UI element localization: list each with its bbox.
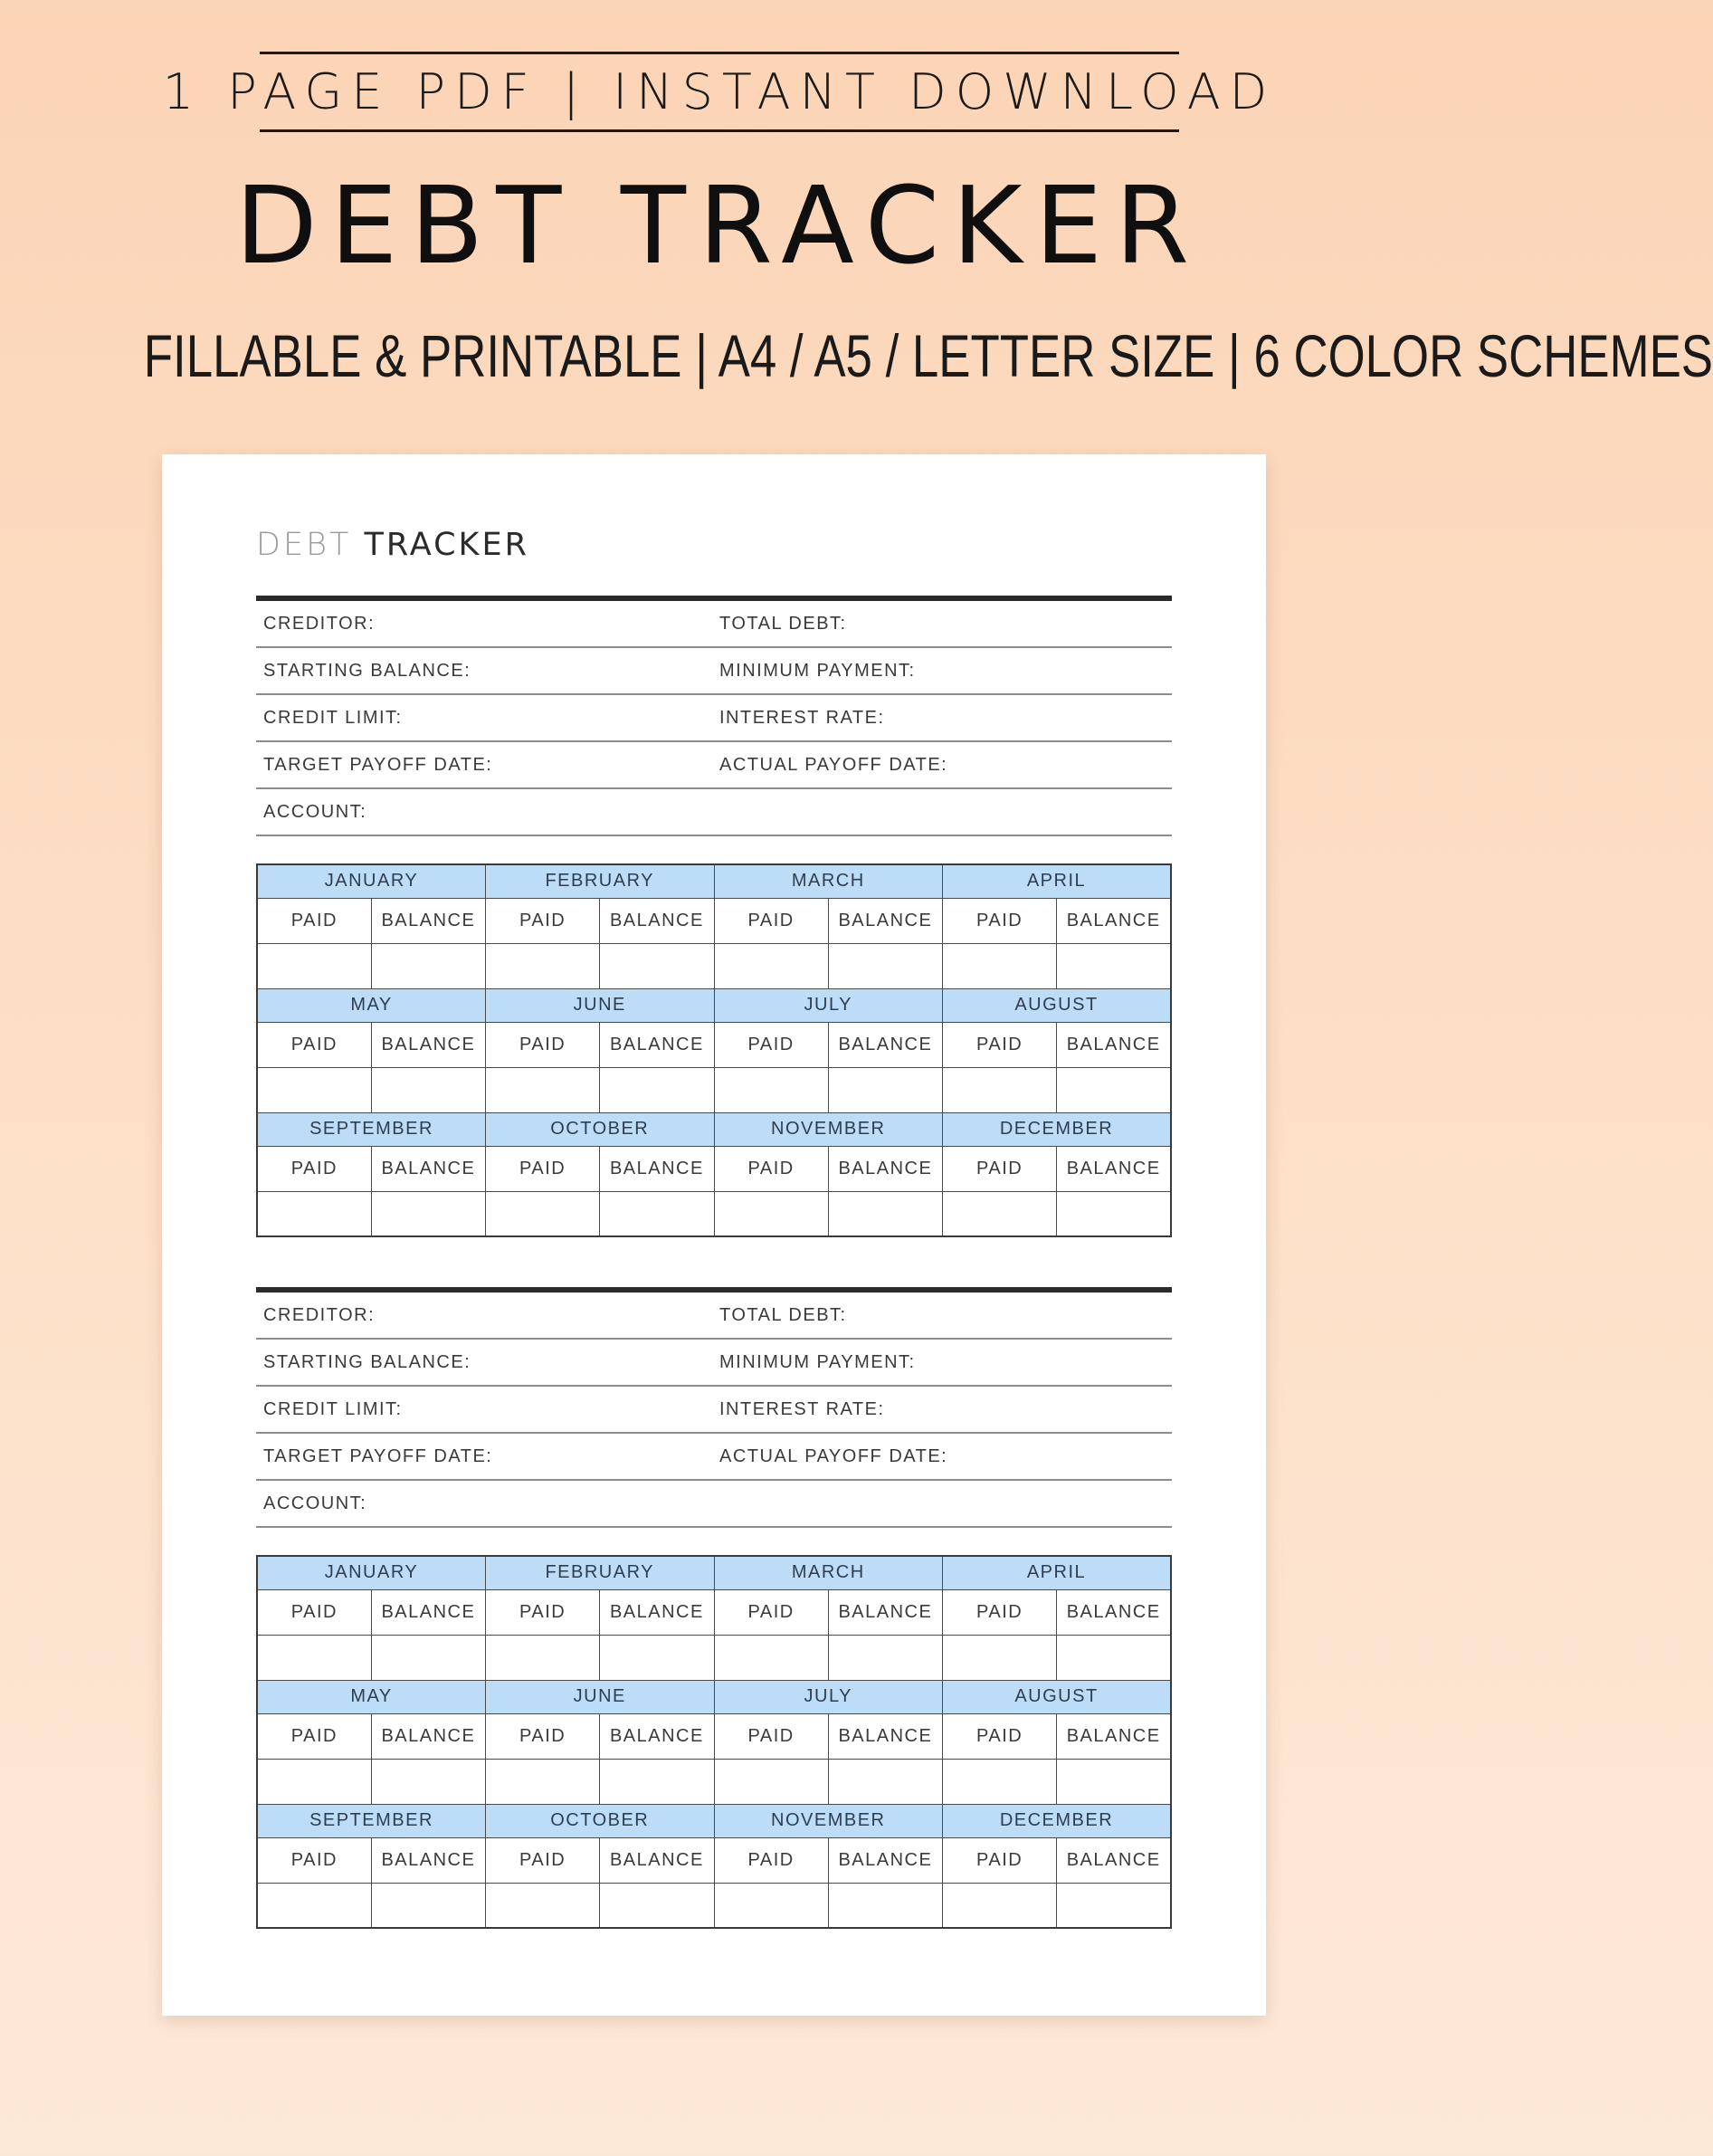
balance-column-header: BALANCE [600, 1022, 714, 1067]
paid-column-header: PAID [714, 1589, 828, 1635]
info-row [256, 1293, 1172, 1340]
debt-info-2 [256, 1287, 1172, 1528]
month-label: MARCH [714, 1556, 943, 1589]
paid-column-header: PAID [486, 1713, 600, 1759]
paid-entry-cell[interactable] [257, 1067, 371, 1112]
paid-column-header: PAID [257, 1713, 371, 1759]
month-label: AUGUST [943, 1680, 1172, 1713]
balance-column-header: BALANCE [600, 1837, 714, 1883]
info-row [256, 1387, 1172, 1434]
month-label: NOVEMBER [714, 1112, 943, 1146]
balance-entry-cell[interactable] [1057, 1067, 1171, 1112]
column-header-row [257, 898, 1171, 943]
credit-limit-field[interactable]: CREDIT LIMIT: [263, 707, 403, 728]
paid-column-header: PAID [714, 1022, 828, 1067]
paid-entry-cell[interactable] [943, 1759, 1057, 1804]
paid-column-header: PAID [714, 1146, 828, 1191]
paid-column-header: PAID [257, 898, 371, 943]
balance-entry-cell[interactable] [828, 1883, 942, 1928]
month-label: JULY [714, 988, 943, 1022]
balance-entry-cell[interactable] [828, 1067, 942, 1112]
entry-row [257, 1191, 1171, 1236]
month-label: DECEMBER [943, 1804, 1172, 1837]
column-header-row [257, 1837, 1171, 1883]
interest-rate-field[interactable]: INTEREST RATE: [719, 707, 885, 728]
paid-entry-cell[interactable] [714, 1759, 828, 1804]
month-label: SEPTEMBER [257, 1112, 486, 1146]
balance-entry-cell[interactable] [1057, 1191, 1171, 1236]
month-label: OCTOBER [486, 1804, 715, 1837]
paid-column-header: PAID [943, 898, 1057, 943]
balance-column-header: BALANCE [828, 1022, 942, 1067]
paid-column-header: PAID [943, 1022, 1057, 1067]
account-field[interactable]: ACCOUNT: [263, 801, 367, 822]
creditor-field[interactable]: CREDITOR: [263, 1304, 376, 1325]
paid-column-header: PAID [257, 1589, 371, 1635]
balance-column-header: BALANCE [828, 1713, 942, 1759]
balance-column-header: BALANCE [600, 1589, 714, 1635]
creditor-field[interactable]: CREDITOR: [263, 613, 376, 634]
monthly-payments-table-2 [256, 1555, 1172, 1929]
month-label: FEBRUARY [486, 864, 715, 898]
balance-column-header: BALANCE [1057, 1837, 1171, 1883]
column-header-row [257, 1146, 1171, 1191]
month-label: OCTOBER [486, 1112, 715, 1146]
paid-column-header: PAID [257, 1022, 371, 1067]
balance-column-header: BALANCE [600, 1713, 714, 1759]
credit-limit-field[interactable]: CREDIT LIMIT: [263, 1398, 403, 1419]
month-header-row [257, 1804, 1171, 1837]
balance-column-header: BALANCE [371, 1837, 485, 1883]
info-row [256, 742, 1172, 789]
month-label: MAY [257, 988, 486, 1022]
balance-entry-cell[interactable] [828, 943, 942, 988]
actual-payoff-date-field[interactable]: ACTUAL PAYOFF DATE: [719, 754, 948, 775]
features-line: FILLABLE & PRINTABLE | A4 / A5 / LETTER SIZE | 6 COLOR SCHEMES [143, 322, 1713, 389]
balance-column-header: BALANCE [1057, 1713, 1171, 1759]
info-row [256, 695, 1172, 742]
month-label: MARCH [714, 864, 943, 898]
balance-column-header: BALANCE [828, 898, 942, 943]
debt-block-2 [256, 1287, 1172, 1929]
entry-row [257, 943, 1171, 988]
balance-entry-cell[interactable] [1057, 1759, 1171, 1804]
account-field[interactable]: ACCOUNT: [263, 1493, 367, 1513]
paid-entry-cell[interactable] [943, 1883, 1057, 1928]
month-label: FEBRUARY [486, 1556, 715, 1589]
balance-entry-cell[interactable] [600, 1067, 714, 1112]
paid-entry-cell[interactable] [257, 1635, 371, 1680]
balance-entry-cell[interactable] [828, 1191, 942, 1236]
target-payoff-date-field[interactable]: TARGET PAYOFF DATE: [263, 754, 493, 775]
debt-info-1 [256, 596, 1172, 836]
month-label: JULY [714, 1680, 943, 1713]
info-row [256, 789, 1172, 836]
target-payoff-date-field[interactable]: TARGET PAYOFF DATE: [263, 1445, 493, 1466]
month-label: JUNE [486, 988, 715, 1022]
paid-column-header: PAID [714, 898, 828, 943]
balance-column-header: BALANCE [1057, 1146, 1171, 1191]
balance-entry-cell[interactable] [1057, 1883, 1171, 1928]
balance-entry-cell[interactable] [371, 1883, 485, 1928]
paid-entry-cell[interactable] [486, 1883, 600, 1928]
paid-entry-cell[interactable] [943, 1635, 1057, 1680]
actual-payoff-date-field[interactable]: ACTUAL PAYOFF DATE: [719, 1445, 948, 1466]
paid-entry-cell[interactable] [943, 943, 1057, 988]
paid-entry-cell[interactable] [714, 1191, 828, 1236]
balance-column-header: BALANCE [371, 898, 485, 943]
paid-entry-cell[interactable] [486, 1067, 600, 1112]
tracker-page-preview [162, 454, 1266, 2016]
paid-column-header: PAID [486, 1837, 600, 1883]
info-row [256, 1340, 1172, 1387]
monthly-payments-table-1 [256, 863, 1172, 1237]
entry-row [257, 1067, 1171, 1112]
balance-entry-cell[interactable] [828, 1759, 942, 1804]
balance-entry-cell[interactable] [828, 1635, 942, 1680]
balance-column-header: BALANCE [600, 1146, 714, 1191]
starting-balance-field[interactable]: STARTING BALANCE: [263, 660, 471, 681]
month-header-row [257, 864, 1171, 898]
balance-entry-cell[interactable] [1057, 1635, 1171, 1680]
interest-rate-field[interactable]: INTEREST RATE: [719, 1398, 885, 1419]
paid-entry-cell[interactable] [943, 1191, 1057, 1236]
minimum-payment-field[interactable]: MINIMUM PAYMENT: [719, 660, 916, 681]
paid-column-header: PAID [943, 1589, 1057, 1635]
month-label: JUNE [486, 1680, 715, 1713]
balance-column-header: BALANCE [371, 1022, 485, 1067]
paid-entry-cell[interactable] [486, 1759, 600, 1804]
paid-entry-cell[interactable] [257, 1759, 371, 1804]
info-row [256, 648, 1172, 695]
starting-balance-field[interactable]: STARTING BALANCE: [263, 1351, 471, 1372]
month-label: JANUARY [257, 1556, 486, 1589]
paid-column-header: PAID [486, 1589, 600, 1635]
paid-column-header: PAID [714, 1837, 828, 1883]
paid-column-header: PAID [943, 1713, 1057, 1759]
balance-entry-cell[interactable] [600, 1635, 714, 1680]
month-label: SEPTEMBER [257, 1804, 486, 1837]
paid-column-header: PAID [486, 1146, 600, 1191]
paid-column-header: PAID [943, 1837, 1057, 1883]
month-label: APRIL [943, 864, 1172, 898]
paper-title-dark: TRACKER [364, 527, 529, 563]
entry-row [257, 1883, 1171, 1928]
subhead-banner: 1 PAGE PDF | INSTANT DOWNLOAD [260, 52, 1179, 132]
paid-entry-cell[interactable] [714, 1883, 828, 1928]
paid-column-header: PAID [257, 1146, 371, 1191]
balance-entry-cell[interactable] [371, 1191, 485, 1236]
paid-column-header: PAID [486, 1022, 600, 1067]
paid-column-header: PAID [257, 1837, 371, 1883]
column-header-row [257, 1713, 1171, 1759]
balance-column-header: BALANCE [1057, 1022, 1171, 1067]
paper-title [256, 527, 529, 563]
balance-entry-cell[interactable] [600, 1759, 714, 1804]
paid-entry-cell[interactable] [714, 1067, 828, 1112]
paid-column-header: PAID [714, 1713, 828, 1759]
balance-entry-cell[interactable] [600, 943, 714, 988]
debt-block-1 [256, 596, 1172, 1237]
month-header-row [257, 988, 1171, 1022]
month-label: JANUARY [257, 864, 486, 898]
paid-entry-cell[interactable] [714, 1635, 828, 1680]
paper-title-light: DEBT [256, 527, 352, 563]
balance-column-header: BALANCE [828, 1146, 942, 1191]
month-header-row [257, 1680, 1171, 1713]
balance-column-header: BALANCE [600, 898, 714, 943]
month-label: NOVEMBER [714, 1804, 943, 1837]
total-debt-field[interactable]: TOTAL DEBT: [719, 613, 847, 634]
balance-entry-cell[interactable] [371, 1067, 485, 1112]
paid-entry-cell[interactable] [257, 943, 371, 988]
entry-row [257, 1759, 1171, 1804]
info-row [256, 601, 1172, 648]
balance-entry-cell[interactable] [600, 1883, 714, 1928]
paid-entry-cell[interactable] [486, 943, 600, 988]
main-title: DEBT TRACKER [234, 163, 1203, 288]
balance-column-header: BALANCE [371, 1146, 485, 1191]
column-header-row [257, 1022, 1171, 1067]
balance-entry-cell[interactable] [600, 1191, 714, 1236]
month-label: APRIL [943, 1556, 1172, 1589]
balance-column-header: BALANCE [1057, 1589, 1171, 1635]
paid-entry-cell[interactable] [257, 1883, 371, 1928]
month-label: DECEMBER [943, 1112, 1172, 1146]
balance-column-header: BALANCE [371, 1713, 485, 1759]
month-header-row [257, 1556, 1171, 1589]
balance-column-header: BALANCE [1057, 898, 1171, 943]
column-header-row [257, 1589, 1171, 1635]
paid-entry-cell[interactable] [257, 1191, 371, 1236]
paid-entry-cell[interactable] [943, 1067, 1057, 1112]
balance-column-header: BALANCE [828, 1837, 942, 1883]
balance-column-header: BALANCE [371, 1589, 485, 1635]
total-debt-field[interactable]: TOTAL DEBT: [719, 1304, 847, 1325]
paid-entry-cell[interactable] [486, 1635, 600, 1680]
balance-entry-cell[interactable] [371, 1635, 485, 1680]
paid-entry-cell[interactable] [714, 943, 828, 988]
info-row [256, 1434, 1172, 1481]
month-label: AUGUST [943, 988, 1172, 1022]
paid-column-header: PAID [943, 1146, 1057, 1191]
paid-entry-cell[interactable] [486, 1191, 600, 1236]
balance-entry-cell[interactable] [371, 1759, 485, 1804]
minimum-payment-field[interactable]: MINIMUM PAYMENT: [719, 1351, 916, 1372]
balance-entry-cell[interactable] [371, 943, 485, 988]
paid-column-header: PAID [486, 898, 600, 943]
month-header-row [257, 1112, 1171, 1146]
balance-entry-cell[interactable] [1057, 943, 1171, 988]
balance-column-header: BALANCE [828, 1589, 942, 1635]
month-label: MAY [257, 1680, 486, 1713]
info-row [256, 1481, 1172, 1528]
entry-row [257, 1635, 1171, 1680]
